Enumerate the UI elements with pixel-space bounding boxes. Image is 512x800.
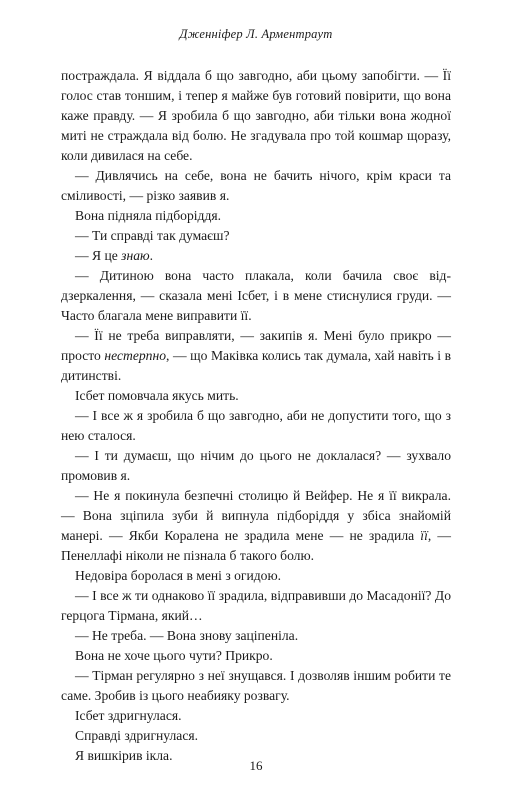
paragraph	[61, 706, 451, 726]
text-segment: — Не треба. — Вона знову заціпеніла.	[75, 628, 299, 643]
paragraph	[61, 646, 451, 666]
text-segment: Ісбет помовчала якусь мить.	[75, 388, 239, 403]
paragraph	[61, 406, 451, 446]
text-segment: — Її не треба виправляти, — закипів я. Мені було прикро — просто	[61, 328, 451, 363]
text-segment: — І все ж я зробила б що завгодно, аби не допустити того, що з нею сталося.	[61, 408, 451, 443]
paragraph	[61, 486, 451, 566]
text-segment: постраждала. Я віддала б що завгодно, аби цьому запобігти. — Її голос став тоншим, і тепер я майже був готовий повірити, що вона каже правду. — Я зробила б що завгодно, аби тільки вона жодної миті не страждала від болю. Не згадувала про той кошмар щоразу, коли дивилася на себе.	[61, 68, 451, 163]
emphasized-text: її	[420, 528, 428, 543]
paragraph	[61, 166, 451, 206]
paragraph	[61, 386, 451, 406]
paragraph	[61, 726, 451, 746]
paragraph	[61, 666, 451, 706]
text-segment: — Тірман регулярно з неї знущався. І дозволяв іншим робити те саме. Зробив із цього неабияку розвагу.	[61, 668, 451, 703]
text-segment: Я вишкірив ікла.	[75, 748, 173, 763]
paragraph	[61, 586, 451, 626]
text-segment: — Дивлячись на себе, вона не бачить нічого, крім краси та сміливості, — різко заявив я.	[61, 168, 451, 203]
paragraph	[61, 566, 451, 586]
text-segment: Ісбет здригнулася.	[75, 708, 182, 723]
text-segment: .	[149, 248, 154, 263]
paragraph	[61, 266, 451, 326]
body-text	[61, 66, 451, 766]
text-segment: Вона не хоче цього чути? Прикро.	[75, 648, 273, 663]
paragraph	[61, 66, 451, 166]
text-segment: Справді здригнулася.	[75, 728, 199, 743]
text-segment: Недовіра боролася в мені з огидою.	[75, 568, 282, 583]
page-number: 16	[249, 758, 263, 773]
running-header: Дженніфер Л. Арментраут	[179, 27, 333, 41]
text-segment: Вона підняла підборіддя.	[75, 208, 222, 223]
text-segment: — Ти справді так думаєш?	[75, 228, 230, 243]
text-segment: — Не я покинула безпечні столицю й Вейфер. Не я її викрала. — Вона зціпила зуби й випнула підборіддя у збіса знайомій манері. — Якби Коралена не зрадила мене — не зрадила	[61, 488, 451, 543]
text-segment: — Я це	[75, 248, 122, 263]
text-segment: — І ти думаєш, що нічим до цього не доклалася? — зухвало промовив я.	[61, 448, 451, 483]
emphasized-text: нестерпно	[104, 348, 166, 363]
text-segment: , — Пенеллафі ніколи не пізнала б такого болю.	[61, 528, 452, 563]
paragraph	[61, 206, 451, 226]
text-segment: , — що Маківка колись так думала, хай навіть і в дитинстві.	[61, 348, 451, 383]
paragraph	[61, 446, 451, 486]
paragraph	[61, 246, 451, 266]
paragraph	[61, 626, 451, 646]
text-segment: — Дитиною вона часто плакала, коли бачила своє віддзеркалення, — сказала мені Ісбет, і в мене стиснулися груди. — Часто благала мене виправити її.	[61, 268, 451, 323]
paragraph	[61, 226, 451, 246]
emphasized-text: знаю	[121, 248, 150, 263]
paragraph	[61, 326, 451, 386]
text-segment: — І все ж ти однаково її зрадила, відправивши до Масадонії? До герцога Тірмана, який…	[61, 588, 451, 623]
